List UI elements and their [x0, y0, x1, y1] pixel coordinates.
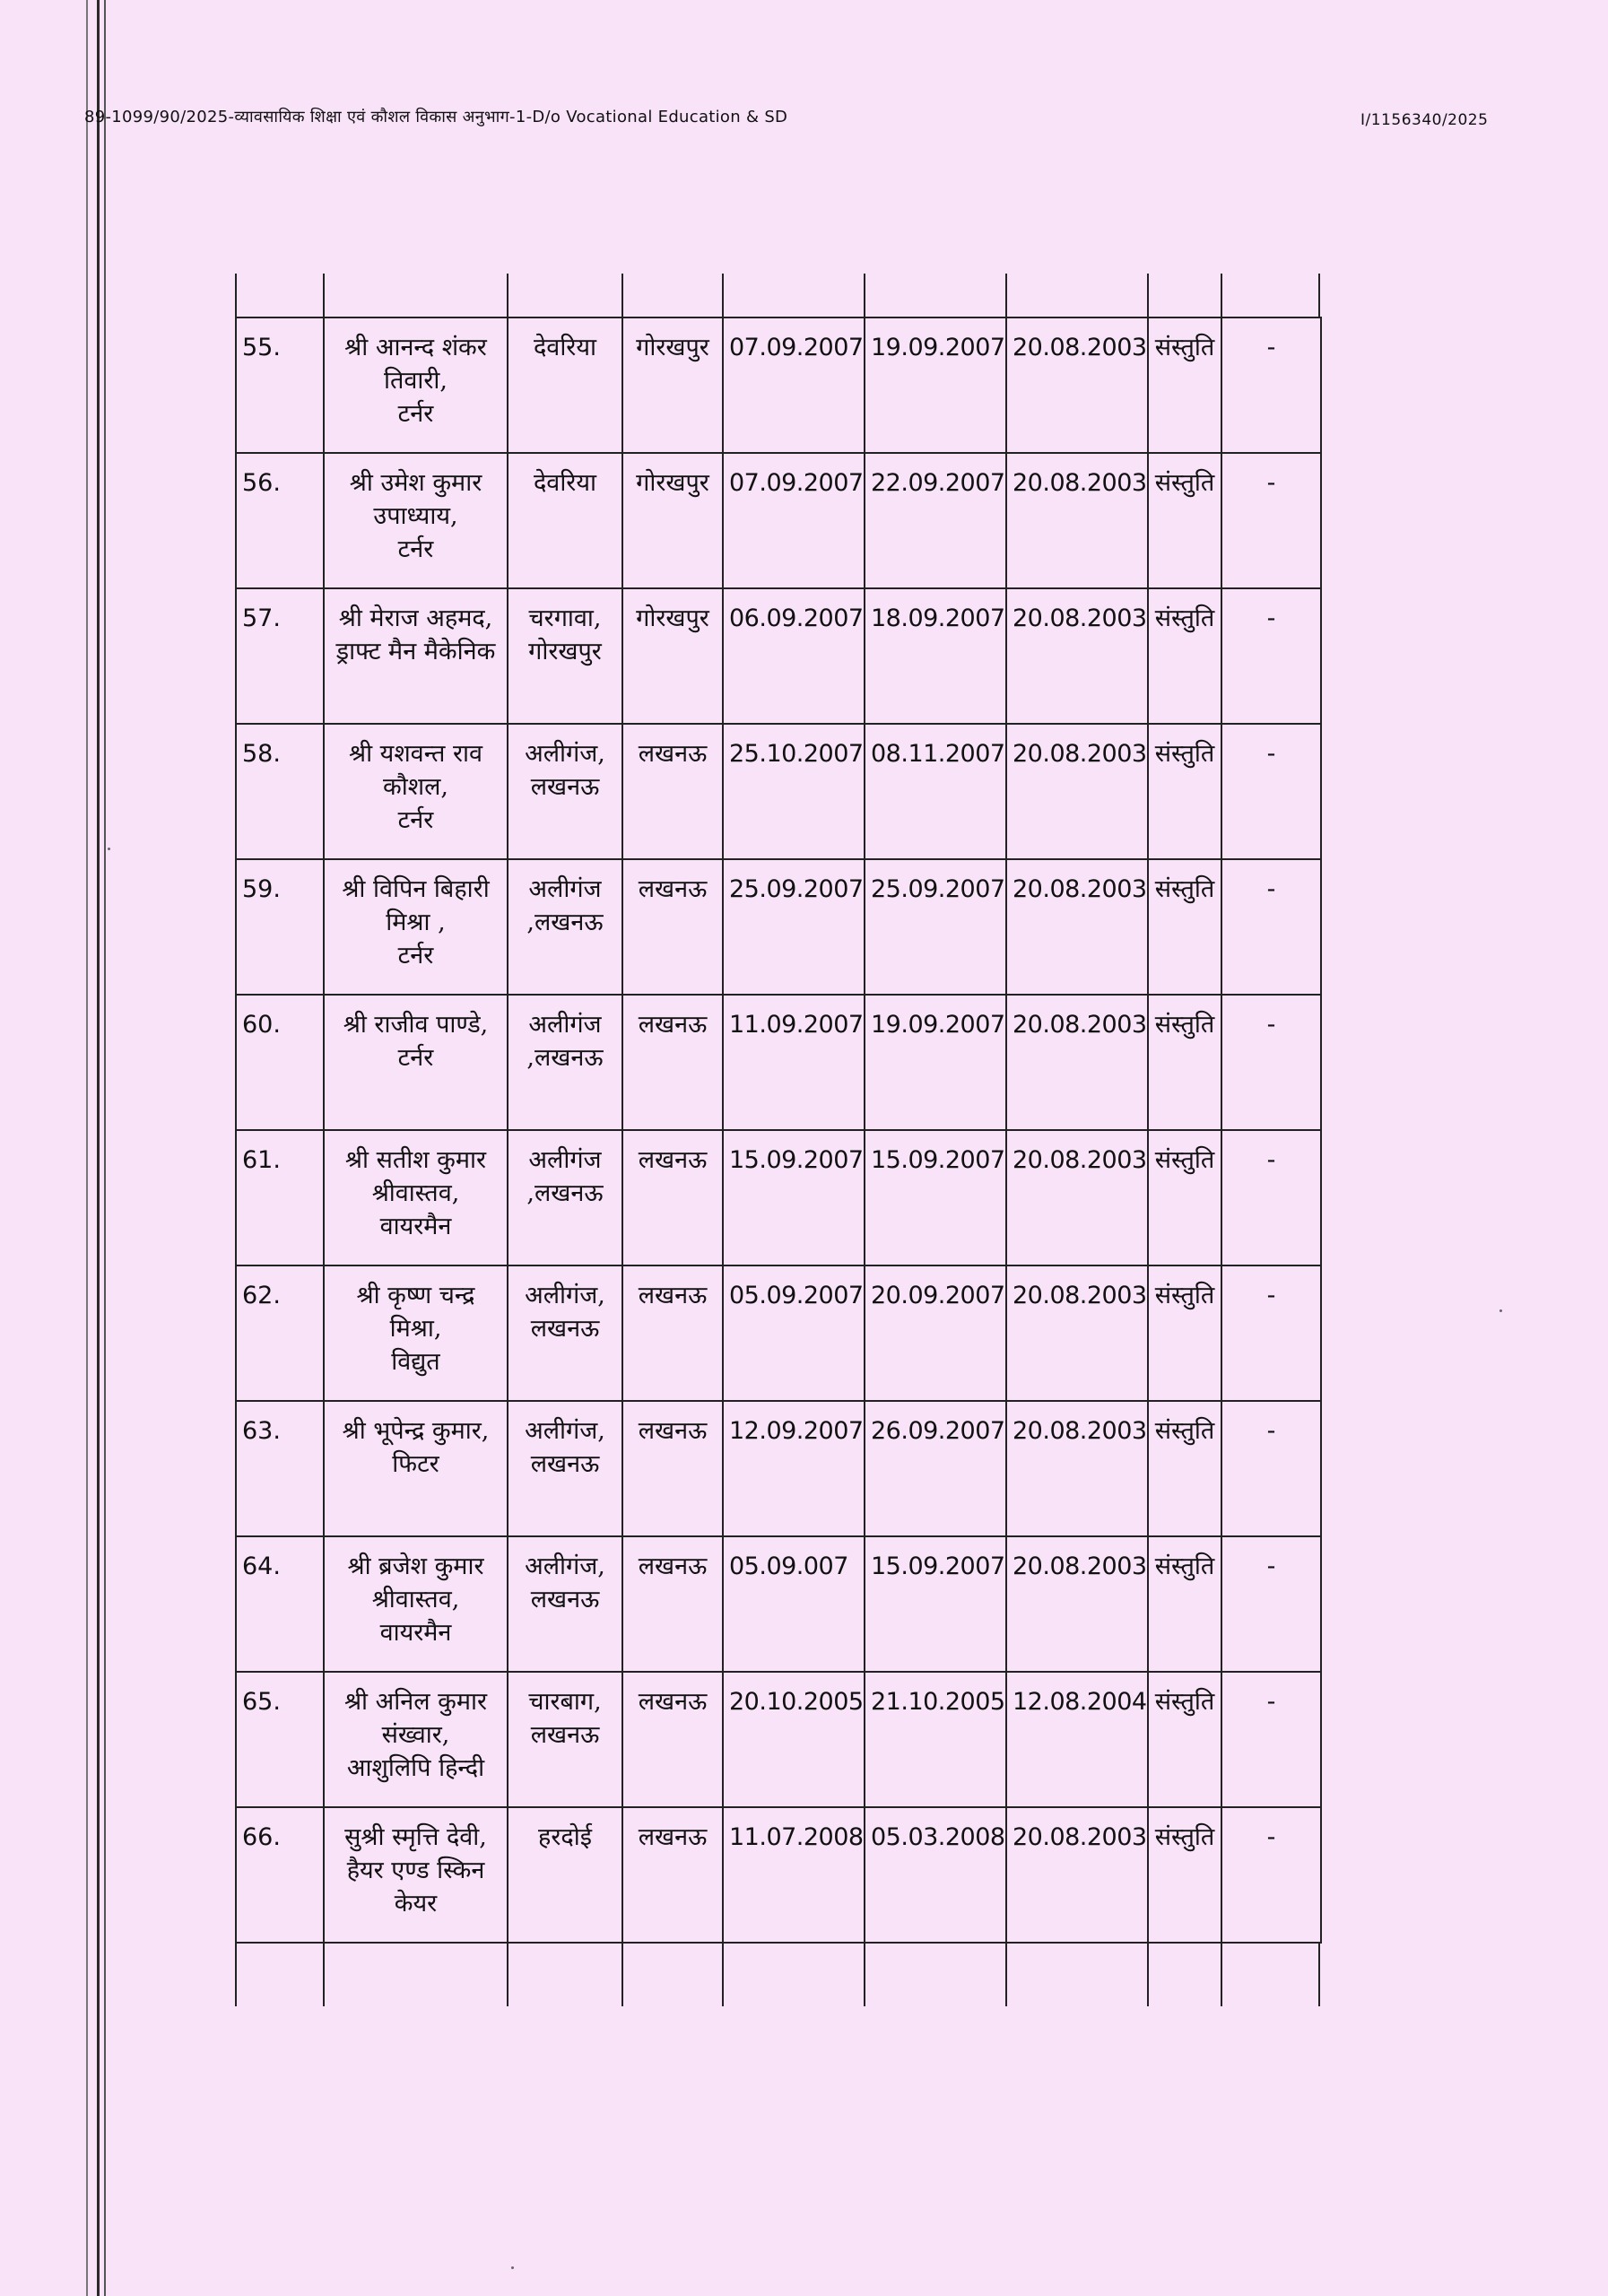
name-line: वायरमैन — [379, 1619, 452, 1647]
division-cell: गोरखपुर — [622, 453, 723, 588]
column-rule-stub — [323, 274, 507, 317]
serial-number-cell: 56. — [236, 453, 324, 588]
date3-cell: 20.08.2003 — [1006, 724, 1148, 859]
table-row — [236, 317, 1321, 453]
place-line: चारबाग, — [528, 1688, 602, 1716]
date1-cell: 12.09.2007 — [723, 1401, 865, 1536]
name-line: श्रीवास्तव, — [371, 1586, 460, 1613]
name-line: कौशल, — [383, 773, 448, 801]
place-line: अलीगंज, — [525, 1282, 605, 1309]
name-line: टर्नर — [397, 1044, 434, 1072]
date2-cell: 05.03.2008 — [865, 1807, 1006, 1943]
place-line: लखनऊ — [530, 1315, 600, 1343]
name-designation-cell — [324, 1401, 508, 1536]
name-line: श्रीवास्तव, — [371, 1179, 460, 1207]
institute-place-cell — [508, 995, 622, 1130]
name-designation-cell — [324, 859, 508, 995]
recommendation-status-cell: संस्तुति — [1148, 1265, 1221, 1401]
column-rule-stub — [864, 1944, 1005, 2006]
place-line: लखनऊ — [530, 1721, 600, 1749]
column-rule-stub — [1147, 274, 1221, 317]
table-row — [236, 724, 1321, 859]
place-line: अलीगंज — [528, 875, 602, 903]
name-line: श्री भूपेन्द्र कुमार, — [342, 1417, 490, 1445]
institute-place-cell — [508, 859, 622, 995]
date1-cell: 07.09.2007 — [723, 317, 865, 453]
name-line: सुश्री स्मृत्ति देवी, — [344, 1823, 487, 1851]
records-table — [235, 317, 1322, 1944]
column-rule-stub — [1147, 1944, 1221, 2006]
recommendation-status-cell: संस्तुति — [1148, 859, 1221, 995]
name-line: श्री उमेश कुमार — [349, 469, 482, 497]
date2-cell: 25.09.2007 — [865, 859, 1006, 995]
page-margin-line — [104, 0, 106, 2296]
table-row — [236, 1672, 1321, 1807]
division-cell: लखनऊ — [622, 724, 723, 859]
name-line: श्री विपिन बिहारी — [342, 875, 490, 903]
date1-cell: 11.07.2008 — [723, 1807, 865, 1943]
column-rule-stub — [621, 1944, 722, 2006]
name-designation-cell — [324, 453, 508, 588]
table-row — [236, 1536, 1321, 1672]
table-row — [236, 453, 1321, 588]
division-cell: गोरखपुर — [622, 317, 723, 453]
column-rule-stub — [621, 274, 722, 317]
records-table-container — [235, 274, 1320, 2006]
institute-place-cell — [508, 1536, 622, 1672]
recommendation-status-cell: संस्तुति — [1148, 1401, 1221, 1536]
serial-number-cell: 58. — [236, 724, 324, 859]
column-rule-stub — [864, 274, 1005, 317]
table-row — [236, 1401, 1321, 1536]
name-line: मिश्रा , — [386, 909, 446, 936]
recommendation-status-cell: संस्तुति — [1148, 317, 1221, 453]
serial-number-cell: 55. — [236, 317, 324, 453]
place-line: लखनऊ — [530, 1586, 600, 1613]
name-line: श्री अनिल कुमार — [343, 1688, 488, 1716]
table-row — [236, 995, 1321, 1130]
remark-cell: - — [1221, 995, 1321, 1130]
place-line: हरदोई — [538, 1823, 592, 1851]
recommendation-status-cell: संस्तुति — [1148, 1130, 1221, 1265]
place-line: चरगावा, — [528, 604, 602, 632]
institute-place-cell — [508, 1401, 622, 1536]
place-line: अलीगंज, — [525, 740, 605, 768]
table-row — [236, 1807, 1321, 1943]
remark-cell: - — [1221, 1401, 1321, 1536]
name-line: टर्नर — [397, 806, 434, 834]
date2-cell: 18.09.2007 — [865, 588, 1006, 724]
name-line: हैयर एण्ड स्किन — [346, 1857, 485, 1884]
column-rule-stub — [1221, 274, 1320, 317]
institute-place-cell — [508, 1265, 622, 1401]
name-line: संख्वार, — [381, 1721, 450, 1749]
name-line: उपाध्याय, — [373, 502, 458, 530]
column-rule-stub — [507, 274, 621, 317]
division-cell: लखनऊ — [622, 1130, 723, 1265]
division-cell: लखनऊ — [622, 1536, 723, 1672]
column-rule-stub — [1221, 1944, 1320, 2006]
division-cell: लखनऊ — [622, 995, 723, 1130]
division-cell: गोरखपुर — [622, 588, 723, 724]
recommendation-status-cell: संस्तुति — [1148, 453, 1221, 588]
place-line: देवरिया — [533, 334, 597, 361]
name-line: श्री राजीव पाण्डे, — [343, 1011, 489, 1039]
serial-number-cell: 57. — [236, 588, 324, 724]
date1-cell: 06.09.2007 — [723, 588, 865, 724]
place-line: ,लखनऊ — [526, 909, 604, 936]
page-margin-line — [86, 0, 88, 2296]
remark-cell: - — [1221, 1807, 1321, 1943]
place-line: ,लखनऊ — [526, 1044, 604, 1072]
institute-place-cell — [508, 1672, 622, 1807]
records-table-body — [236, 317, 1321, 1943]
table-row — [236, 1130, 1321, 1265]
division-cell: लखनऊ — [622, 1401, 723, 1536]
place-line: अलीगंज, — [525, 1552, 605, 1580]
name-line: टर्नर — [397, 942, 434, 970]
division-cell: लखनऊ — [622, 859, 723, 995]
date1-cell: 25.09.2007 — [723, 859, 865, 995]
name-designation-cell — [324, 724, 508, 859]
table-top-continuation — [235, 274, 1320, 317]
date3-cell: 20.08.2003 — [1006, 317, 1148, 453]
place-line: लखनऊ — [530, 1450, 600, 1478]
date3-cell: 20.08.2003 — [1006, 1807, 1148, 1943]
scan-speck — [511, 2266, 514, 2269]
name-line: टर्नर — [397, 400, 434, 428]
division-cell: लखनऊ — [622, 1265, 723, 1401]
name-designation-cell — [324, 588, 508, 724]
name-designation-cell — [324, 1672, 508, 1807]
table-bottom-continuation — [235, 1944, 1320, 2006]
place-line: देवरिया — [533, 469, 597, 497]
recommendation-status-cell: संस्तुति — [1148, 1536, 1221, 1672]
name-line: मिश्रा, — [389, 1315, 442, 1343]
column-rule-stub — [722, 1944, 864, 2006]
name-line: तिवारी, — [383, 367, 448, 395]
column-rule-stub — [235, 274, 323, 317]
name-line: ड्राफ्ट मैन मैकेनिक — [335, 638, 496, 665]
name-line: वायरमैन — [379, 1213, 452, 1240]
recommendation-status-cell: संस्तुति — [1148, 1807, 1221, 1943]
remark-cell: - — [1221, 317, 1321, 453]
name-designation-cell — [324, 1265, 508, 1401]
recommendation-status-cell: संस्तुति — [1148, 724, 1221, 859]
date1-cell: 25.10.2007 — [723, 724, 865, 859]
remark-cell: - — [1221, 724, 1321, 859]
place-line: गोरखपुर — [528, 638, 602, 665]
serial-number-cell: 60. — [236, 995, 324, 1130]
name-line: श्री यशवन्त राव — [348, 740, 483, 768]
institute-place-cell — [508, 1807, 622, 1943]
remark-cell: - — [1221, 1672, 1321, 1807]
name-line: केयर — [394, 1890, 438, 1918]
date1-cell: 05.09.007 — [723, 1536, 865, 1672]
date1-cell: 11.09.2007 — [723, 995, 865, 1130]
column-rule-stub — [507, 1944, 621, 2006]
date1-cell: 05.09.2007 — [723, 1265, 865, 1401]
institute-place-cell — [508, 317, 622, 453]
scan-speck — [1499, 1309, 1502, 1312]
serial-number-cell: 59. — [236, 859, 324, 995]
place-line: अलीगंज — [528, 1011, 602, 1039]
name-line: टर्नर — [397, 535, 434, 563]
column-rule-stub — [323, 1944, 507, 2006]
name-designation-cell — [324, 1807, 508, 1943]
serial-number-cell: 65. — [236, 1672, 324, 1807]
name-line: आशुलिपि हिन्दी — [346, 1754, 485, 1782]
date2-cell: 19.09.2007 — [865, 995, 1006, 1130]
recommendation-status-cell: संस्तुति — [1148, 588, 1221, 724]
name-line: श्री ब्रजेश कुमार — [347, 1552, 484, 1580]
column-rule-stub — [1005, 274, 1147, 317]
table-row — [236, 859, 1321, 995]
name-line: विद्युत — [391, 1348, 440, 1376]
place-line: अलीगंज, — [525, 1417, 605, 1445]
date3-cell: 20.08.2003 — [1006, 859, 1148, 995]
name-line: श्री कृष्ण चन्द्र — [356, 1282, 475, 1309]
scan-speck — [108, 848, 110, 850]
place-line: ,लखनऊ — [526, 1179, 604, 1207]
serial-number-cell: 64. — [236, 1536, 324, 1672]
institute-place-cell — [508, 1130, 622, 1265]
institute-place-cell — [508, 453, 622, 588]
remark-cell: - — [1221, 1265, 1321, 1401]
date1-cell: 20.10.2005 — [723, 1672, 865, 1807]
table-row — [236, 1265, 1321, 1401]
date3-cell: 20.08.2003 — [1006, 588, 1148, 724]
date2-cell: 15.09.2007 — [865, 1536, 1006, 1672]
remark-cell: - — [1221, 1130, 1321, 1265]
division-cell: लखनऊ — [622, 1807, 723, 1943]
institute-place-cell — [508, 588, 622, 724]
name-line: श्री मेराज अहमद, — [338, 604, 493, 632]
date3-cell: 20.08.2003 — [1006, 1130, 1148, 1265]
date2-cell: 20.09.2007 — [865, 1265, 1006, 1401]
column-rule-stub — [235, 1944, 323, 2006]
remark-cell: - — [1221, 453, 1321, 588]
date2-cell: 19.09.2007 — [865, 317, 1006, 453]
name-designation-cell — [324, 1130, 508, 1265]
name-designation-cell — [324, 995, 508, 1130]
column-rule-stub — [1005, 1944, 1147, 2006]
serial-number-cell: 63. — [236, 1401, 324, 1536]
serial-number-cell: 61. — [236, 1130, 324, 1265]
name-designation-cell — [324, 1536, 508, 1672]
date3-cell: 20.08.2003 — [1006, 1536, 1148, 1672]
name-line: श्री सतीश कुमार — [344, 1146, 487, 1174]
file-reference: 89-1099/90/2025-व्यावसायिक शिक्षा एवं कौशल विकास अनुभाग-1-D/o Vocational Education & SD — [84, 108, 788, 126]
date1-cell: 15.09.2007 — [723, 1130, 865, 1265]
date3-cell: 20.08.2003 — [1006, 1401, 1148, 1536]
date3-cell: 20.08.2003 — [1006, 453, 1148, 588]
recommendation-status-cell: संस्तुति — [1148, 1672, 1221, 1807]
page-margin-line — [97, 0, 100, 2296]
serial-number-cell: 66. — [236, 1807, 324, 1943]
remark-cell: - — [1221, 588, 1321, 724]
name-designation-cell — [324, 317, 508, 453]
date2-cell: 15.09.2007 — [865, 1130, 1006, 1265]
serial-number-cell: 62. — [236, 1265, 324, 1401]
division-cell: लखनऊ — [622, 1672, 723, 1807]
date1-cell: 07.09.2007 — [723, 453, 865, 588]
date3-cell: 20.08.2003 — [1006, 995, 1148, 1130]
place-line: लखनऊ — [530, 773, 600, 801]
institute-place-cell — [508, 724, 622, 859]
place-line: अलीगंज — [528, 1146, 602, 1174]
date3-cell: 12.08.2004 — [1006, 1672, 1148, 1807]
remark-cell: - — [1221, 859, 1321, 995]
name-line: श्री आनन्द शंकर — [344, 334, 487, 361]
document-number: I/1156340/2025 — [1360, 111, 1489, 129]
date2-cell: 21.10.2005 — [865, 1672, 1006, 1807]
date3-cell: 20.08.2003 — [1006, 1265, 1148, 1401]
remark-cell: - — [1221, 1536, 1321, 1672]
name-line: फिटर — [392, 1450, 439, 1478]
column-rule-stub — [722, 274, 864, 317]
date2-cell: 26.09.2007 — [865, 1401, 1006, 1536]
recommendation-status-cell: संस्तुति — [1148, 995, 1221, 1130]
table-row — [236, 588, 1321, 724]
date2-cell: 08.11.2007 — [865, 724, 1006, 859]
date2-cell: 22.09.2007 — [865, 453, 1006, 588]
